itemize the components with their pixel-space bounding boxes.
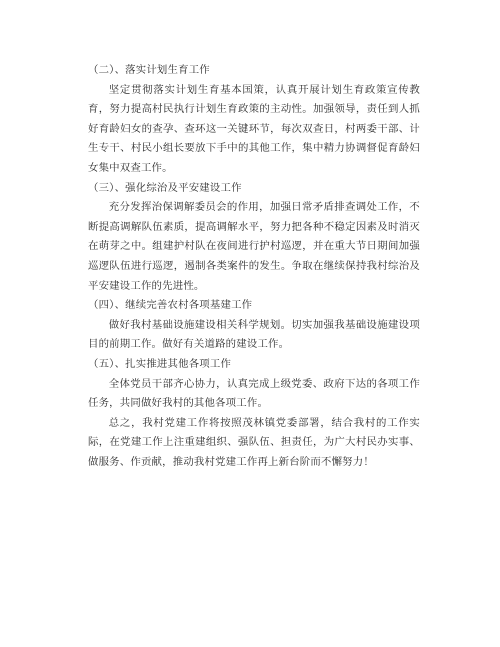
section-paragraph: 坚定贯彻落实计划生育基本国策，认真开展计划生育政策宣传教育，努力提高村民执行计划生育政策的主动性。加强领导，责任到人抓好育龄妇女的查孕、查环这一关键环节，每次双查日，村两委干部、计生专干、村民小组长要放下手中的其他工作，集中精力协调督促育龄妇女集中双查工作。 <box>88 83 420 174</box>
section-heading-3: （三）、强化综治及平安建设工作 <box>88 181 242 194</box>
document-body <box>88 61 420 472</box>
section-heading-4: （四）、继续完善农村各项基建工作 <box>88 299 253 312</box>
section-heading-2: （二）、落实计划生育工作 <box>88 64 210 76</box>
section-paragraph: 全体党员干部齐心协力，认真完成上级党委、政府下达的各项工作任务，共同做好我村的其他各项工作。 <box>88 377 420 410</box>
section-heading-5: （五）、扎实推进其他各项工作 <box>88 357 232 370</box>
closing-paragraph: 总之，我村党建工作将按照茂林镇党委部署，结合我村的工作实际，在党建工作上注重建组织、强队伍、担责任，为广大村民办实事、做服务、作贡献，推动我村党建工作再上新台阶而不懈努力！ <box>88 416 420 468</box>
section-paragraph: 做好我村基础设施建设相关科学规划。切实加强我基础设施建设项目的前期工作。做好有关道路的建设工作。 <box>88 318 420 351</box>
section-paragraph: 充分发挥治保调解委员会的作用，加强日常矛盾排查调处工作，不断提高调解队伍素质，提高调解水平，努力把各种不稳定因素及时消灭在萌芽之中。组建护村队在夜间进行护村巡逻，并在重大节日期间加强巡逻队伍进行巡逻，遏制各类案件的发生。争取在继续保持我村综治及平安建设工作的先进性。 <box>88 201 420 292</box>
